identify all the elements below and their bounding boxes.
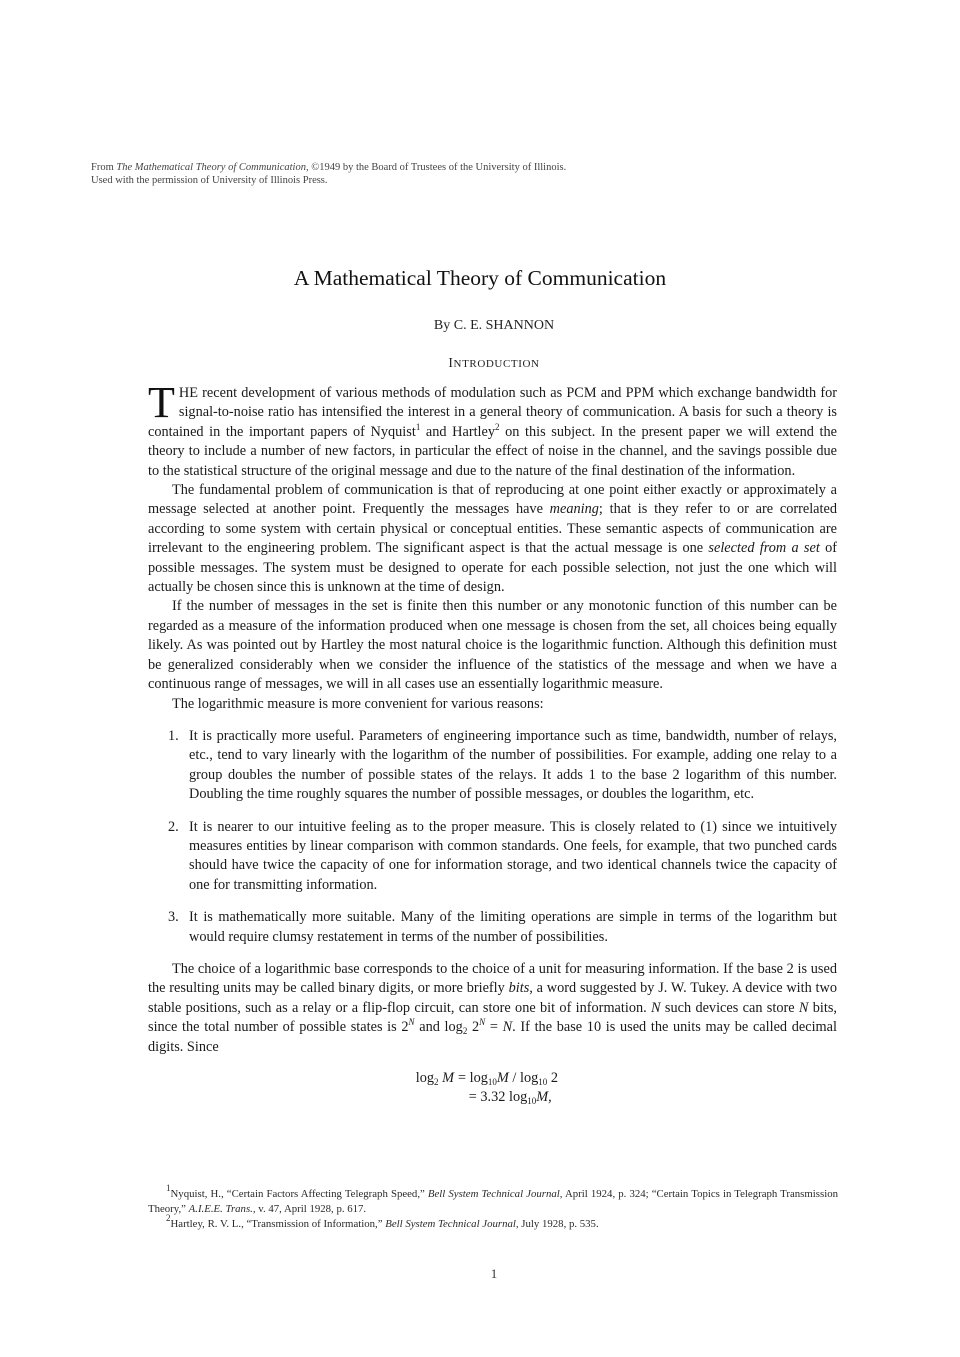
paragraph-5 bbox=[148, 960, 837, 1057]
footnote-2-text-b: July 1928, p. 535. bbox=[518, 1218, 599, 1230]
eq-sub-3: 10 bbox=[538, 1077, 548, 1087]
p5-text-f: 2 bbox=[467, 1019, 480, 1036]
eq-var-m-2: M bbox=[496, 1070, 509, 1086]
page-number: 1 bbox=[490, 1266, 498, 1281]
footnote-1 bbox=[148, 1183, 838, 1217]
eq-two: 2 bbox=[547, 1070, 558, 1086]
eq-equals: = bbox=[458, 1070, 470, 1086]
p5-text-b: a word suggested by J. W. Tukey. A device with two stable positions, such as a relay or a flip-flop circuit, can store one bit of information. bbox=[148, 980, 837, 1016]
p5-sup-n: N bbox=[408, 1017, 415, 1028]
paragraph-2 bbox=[148, 481, 837, 597]
footnote-1-text-c: v. 47, April 1928, p. 617. bbox=[255, 1203, 367, 1215]
list-item-number: 2. bbox=[168, 818, 179, 835]
p5-sup-n2: N bbox=[479, 1017, 486, 1028]
eq-log-4: log bbox=[508, 1089, 528, 1105]
equation-block bbox=[148, 1069, 837, 1107]
eq-sub: 2 bbox=[434, 1077, 439, 1087]
footnote-2-mark: 2 bbox=[166, 1213, 171, 1223]
equation-line-1 bbox=[148, 1069, 837, 1088]
equation-lhs-empty bbox=[148, 1088, 458, 1107]
list-item bbox=[148, 908, 837, 947]
eq-slash: / bbox=[508, 1070, 520, 1086]
drop-cap: T bbox=[148, 378, 175, 427]
eq-log-3: log bbox=[519, 1070, 539, 1086]
p5-var-n2: N bbox=[798, 999, 809, 1016]
p2-emphasis-selected: selected from a set bbox=[708, 540, 820, 557]
section-heading-cap: I bbox=[448, 355, 454, 370]
p5-sub-2: 2 bbox=[462, 1026, 468, 1037]
eq-var-m-3: M bbox=[536, 1089, 549, 1105]
eq-sub-2: 10 bbox=[487, 1077, 497, 1087]
eq-sub-4: 10 bbox=[527, 1096, 537, 1106]
footnote-1-text-b: April 1924, p. 324; “Certain Topics in Telegraph Transmission Theory,” bbox=[148, 1188, 838, 1215]
eq-var-m: M bbox=[442, 1070, 454, 1086]
list-item-text: It is nearer to our intuitive feeling as to the proper measure. This is closely related to (1) since we intuitively measures entities by linear comparison with common standards. One feels, for example, that two punched cards should have twice the capacity of one for information storage, and two identical channels twice the capacity of one for transmitting information. bbox=[189, 818, 837, 893]
list-item-number: 1. bbox=[168, 727, 179, 744]
list-item bbox=[148, 727, 837, 805]
notice-book-title: The Mathematical Theory of Communication bbox=[116, 162, 306, 173]
footnote-1-mark: 1 bbox=[166, 1183, 171, 1193]
p5-var-n3: N bbox=[502, 1019, 513, 1036]
eq-comma: , bbox=[548, 1089, 552, 1105]
p1-text-a: HE recent development of various methods of modulation such as PCM and PPM which exchange bandwidth for signal-to-noise ratio has intensified the interest in a general theory of communication. A basis for such a theory is contained in the important papers of Nyquist bbox=[148, 385, 837, 440]
p1-text-b: and Hartley bbox=[420, 423, 496, 440]
list-item-text: It is practically more useful. Parameters of engineering importance such as time, bandwidth, number of relays, etc., tend to vary linearly with the logarithm of the number of possibilities. For example, adding one relay to a group doubles the number of possible states of the relays. It adds 1 to the base 2 logarithm of this number. Doubling the time roughly squares the number of possible messages, or doubles the logarithm, etc. bbox=[189, 727, 837, 803]
p2-emphasis-meaning: meaning bbox=[549, 501, 599, 518]
p5-text-c: such devices can store bbox=[660, 999, 799, 1016]
p5-text-d: bits, since the total number of possible states is 2 bbox=[148, 999, 838, 1036]
paragraph-1 bbox=[148, 378, 837, 481]
list-item-number: 3. bbox=[168, 909, 179, 926]
p2-text-b: ; that is they refer to or are correlated according to some system with certain physical or conceptual entities. These semantic aspects of communication are irrelevant to the engineering problem. The significant aspect is that the actual message is one bbox=[148, 501, 837, 557]
section-heading bbox=[0, 355, 960, 371]
copyright-line-2: Used with the permission of University of Illinois Press. bbox=[91, 175, 328, 186]
notice-rest: , ©1949 by the Board of Trustees of the University of Illinois. bbox=[305, 162, 567, 173]
notice-from: From bbox=[91, 162, 117, 173]
eq-equals-2: = bbox=[468, 1089, 481, 1105]
p5-text-e: and log bbox=[414, 1019, 463, 1036]
eq-log: log bbox=[415, 1070, 434, 1086]
footnote-ref-1[interactable]: 1 bbox=[415, 421, 421, 432]
paragraph-3: If the number of messages in the set is finite then this number or any monotonic function of this number can be regarded as a measure of the information produced when one message is chosen from the set, all choices being equally likely. As was pointed out by Hartley the most natural choice is the logarithmic function. Although this definition must be generalized considerably when we consider the influence of the statistics of the message and when we have a continuous range of messages, we will in all cases use an essentially logarithmic measure. bbox=[148, 598, 837, 693]
paper-title: A Mathematical Theory of Communication bbox=[293, 266, 667, 290]
copyright-notice bbox=[91, 161, 791, 187]
p2-text-c: of possible messages. The system must be designed to operate for each possible selection, not just the one which will actually be chosen since this is unknown at the time of design. bbox=[148, 540, 837, 596]
footnote-2-text-a: Hartley, R. V. L., “Transmission of Information,” bbox=[170, 1218, 386, 1230]
eq-coefficient: 3.32 bbox=[480, 1089, 509, 1105]
footnote-2 bbox=[148, 1213, 838, 1232]
equation-rhs-1 bbox=[458, 1069, 837, 1088]
p2-text-a: The fundamental problem of communication is that of reproducing at one point either exactly or approximately a message selected at another point. Frequently the messages have bbox=[148, 482, 837, 518]
reasons-list bbox=[148, 727, 837, 947]
p5-emphasis-bits: bits, bbox=[508, 980, 533, 997]
list-item bbox=[148, 818, 837, 896]
body-text bbox=[148, 378, 838, 1121]
section-heading-rest: NTRODUCTION bbox=[453, 358, 540, 370]
equation-rhs-2 bbox=[458, 1088, 837, 1107]
equation-line-2 bbox=[148, 1088, 837, 1107]
footnote-ref-2[interactable]: 2 bbox=[495, 421, 500, 432]
author-byline: By C. E. SHANNON bbox=[433, 318, 555, 333]
footnotes bbox=[148, 1183, 838, 1232]
footnote-2-journal: Bell System Technical Journal, bbox=[385, 1218, 519, 1230]
p5-var-n1: N bbox=[651, 999, 661, 1016]
eq-log-2: log bbox=[469, 1070, 488, 1086]
list-item-text: It is mathematically more suitable. Many of the limiting operations are simple in terms of the logarithm but would require clumsy restatement in terms of the number of possibilities. bbox=[189, 909, 837, 945]
p1-text-c: on this subject. In the present paper we will extend the theory to include a number of new factors, in particular the effect of noise in the channel, and the savings possible due to the statistical structure of the original message and due to the nature of the final destination of the information. bbox=[148, 423, 837, 479]
p5-text-a: The choice of a logarithmic base corresponds to the choice of a unit for measuring information. If the base 2 is used the resulting units may be called binary digits, or more briefly bbox=[148, 960, 837, 997]
paragraph-4: The logarithmic measure is more convenient for various reasons: bbox=[172, 695, 544, 712]
p5-text-g: = bbox=[485, 1019, 503, 1036]
footnote-1-journal-2: A.I.E.E. Trans., bbox=[188, 1203, 256, 1215]
equation-lhs bbox=[148, 1069, 458, 1088]
copyright-line-1 bbox=[91, 161, 791, 174]
footnote-1-text-a: Nyquist, H., “Certain Factors Affecting Telegraph Speed,” bbox=[170, 1188, 428, 1200]
p5-text-h: . If the base 10 is used the units may be called decimal digits. Since bbox=[148, 1019, 837, 1055]
footnote-1-journal-1: Bell System Technical Journal, bbox=[427, 1188, 563, 1200]
